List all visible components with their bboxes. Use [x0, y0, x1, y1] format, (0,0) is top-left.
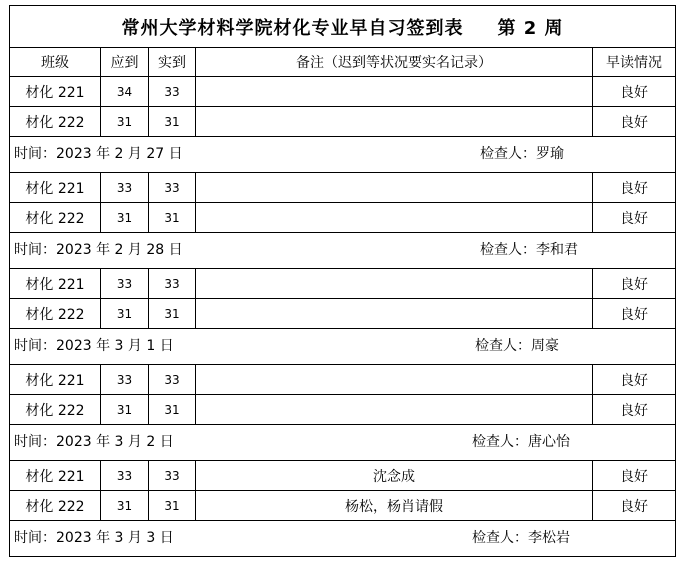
status-cell: 良好 [593, 203, 676, 233]
header-class: 班级 [10, 48, 101, 77]
class-cell: 材化 221 [10, 365, 101, 395]
class-cell: 材化 222 [10, 203, 101, 233]
day-footer-row [10, 233, 676, 269]
day-footer-cell [10, 329, 676, 365]
title-row [10, 6, 676, 48]
expected-cell: 34 [101, 77, 149, 107]
expected-cell: 33 [101, 461, 149, 491]
date-label: 时间：2023 年 2 月 27 日 [14, 146, 183, 162]
title-cell [10, 6, 676, 48]
inspector-label: 检查人：李和君 [480, 242, 578, 258]
actual-cell: 31 [149, 395, 196, 425]
header-status: 早读情况 [593, 48, 676, 77]
expected-cell: 31 [101, 107, 149, 137]
table-row [10, 269, 676, 299]
actual-cell: 33 [149, 269, 196, 299]
table-row [10, 77, 676, 107]
class-cell: 材化 222 [10, 491, 101, 521]
day-footer-cell [10, 521, 676, 557]
inspector-label: 检查人：罗瑜 [480, 146, 564, 162]
expected-cell: 33 [101, 173, 149, 203]
status-cell: 良好 [593, 461, 676, 491]
expected-cell: 31 [101, 203, 149, 233]
class-cell: 材化 222 [10, 299, 101, 329]
day-footer-cell [10, 425, 676, 461]
status-cell: 良好 [593, 77, 676, 107]
actual-cell: 31 [149, 299, 196, 329]
remark-cell [196, 203, 593, 233]
actual-cell: 33 [149, 365, 196, 395]
actual-cell: 33 [149, 173, 196, 203]
date-label: 时间：2023 年 2 月 28 日 [14, 242, 183, 258]
date-label: 时间：2023 年 3 月 1 日 [14, 338, 174, 354]
status-cell: 良好 [593, 395, 676, 425]
status-cell: 良好 [593, 491, 676, 521]
status-cell: 良好 [593, 365, 676, 395]
class-cell: 材化 222 [10, 107, 101, 137]
table-row [10, 461, 676, 491]
remark-cell [196, 77, 593, 107]
expected-cell: 31 [101, 299, 149, 329]
actual-cell: 31 [149, 491, 196, 521]
table-row [10, 173, 676, 203]
status-cell: 良好 [593, 269, 676, 299]
status-cell: 良好 [593, 173, 676, 203]
expected-cell: 33 [101, 365, 149, 395]
table-row [10, 365, 676, 395]
remark-cell: 杨松，杨肖请假 [196, 491, 593, 521]
table-row [10, 107, 676, 137]
table-row [10, 491, 676, 521]
status-cell: 良好 [593, 107, 676, 137]
inspector-label: 检查人：周豪 [475, 338, 559, 354]
remark-cell [196, 173, 593, 203]
remark-cell [196, 269, 593, 299]
day-footer-row [10, 137, 676, 173]
table-row [10, 299, 676, 329]
header-expected: 应到 [101, 48, 149, 77]
attendance-sheet [9, 5, 675, 557]
table-row [10, 395, 676, 425]
sheet-title: 常州大学材料学院材化专业早自习签到表 [121, 17, 464, 39]
day-footer-row [10, 425, 676, 461]
class-cell: 材化 221 [10, 173, 101, 203]
remark-cell [196, 299, 593, 329]
class-cell: 材化 221 [10, 269, 101, 299]
week-label: 第 2 周 [497, 17, 564, 39]
date-label: 时间：2023 年 3 月 3 日 [14, 530, 174, 546]
expected-cell: 31 [101, 491, 149, 521]
remark-cell [196, 365, 593, 395]
actual-cell: 31 [149, 107, 196, 137]
remark-cell: 沈念成 [196, 461, 593, 491]
class-cell: 材化 222 [10, 395, 101, 425]
header-actual: 实到 [149, 48, 196, 77]
class-cell: 材化 221 [10, 77, 101, 107]
day-footer-cell [10, 137, 676, 173]
actual-cell: 33 [149, 77, 196, 107]
remark-cell [196, 107, 593, 137]
attendance-table [9, 5, 676, 557]
day-footer-row [10, 521, 676, 557]
expected-cell: 31 [101, 395, 149, 425]
header-row [10, 48, 676, 77]
actual-cell: 33 [149, 461, 196, 491]
date-label: 时间：2023 年 3 月 2 日 [14, 434, 174, 450]
inspector-label: 检查人：李松岩 [472, 530, 570, 546]
day-footer-row [10, 329, 676, 365]
actual-cell: 31 [149, 203, 196, 233]
class-cell: 材化 221 [10, 461, 101, 491]
status-cell: 良好 [593, 299, 676, 329]
day-footer-cell [10, 233, 676, 269]
table-row [10, 203, 676, 233]
expected-cell: 33 [101, 269, 149, 299]
header-remark: 备注（迟到等状况要实名记录） [196, 48, 593, 77]
remark-cell [196, 395, 593, 425]
inspector-label: 检查人：唐心怡 [472, 434, 570, 450]
